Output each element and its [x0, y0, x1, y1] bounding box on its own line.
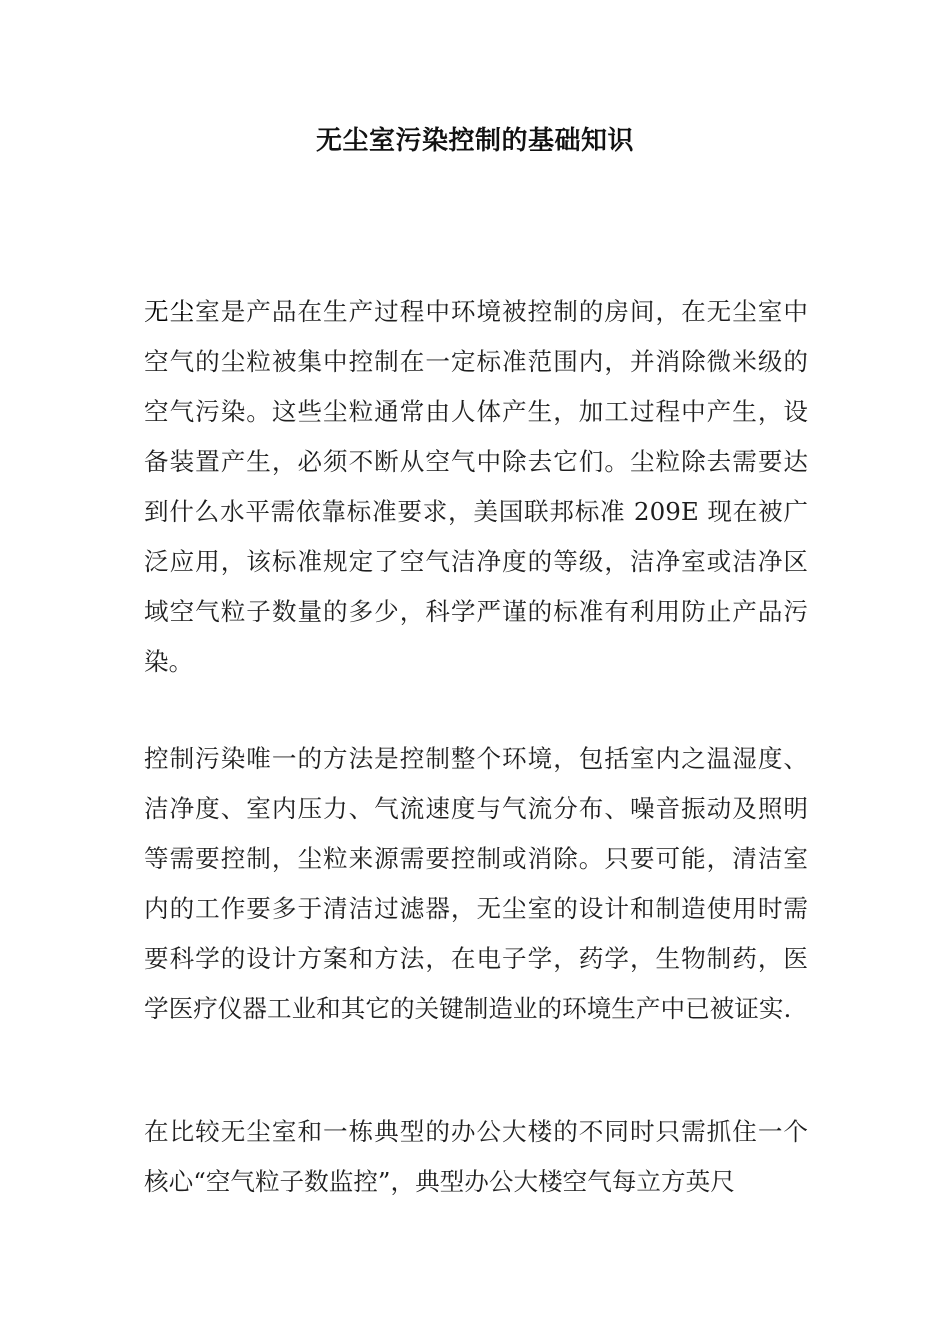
- paragraph-1-text: 室是产品在生产过程中环境被控制的房间，在无尘室中空气的尘粒被集中控制在一定标准范围内，并消除微米级的空气污染。这些尘粒通常由人体产生，加工过程中产生，设备装置产生，必须不断从空气中除去它们。尘粒除去需要达到什么水平需依靠标准要求，美国联邦标准 209E 现在被广泛应用，该标准规定了空气洁净度的等级，洁净室或洁净区域空气粒子数量的多少，科学严谨的标准有利用防止产品污染。: [144, 297, 808, 676]
- paragraph-2: 控制污染唯一的方法是控制整个环境，包括室内之温湿度、洁净度、室内压力、气流速度与气流分布、噪音振动及照明等需要控制，尘粒来源需要控制或消除。只要可能，清洁室内的工作要多于清洁过滤器，无尘室的设计和制造使用时需要科学的设计方案和方法，在电子学，药学，生物制药，医学医疗仪器工业和其它的关键制造业的环境生产中已被证实.: [144, 744, 808, 1023]
- paragraph-1-lead: 无尘: [144, 297, 196, 326]
- paragraph-1: [144, 287, 808, 687]
- paragraph-3: 在比较无尘室和一栋典型的办公大楼的不同时只需抓住一个核心“空气粒子数监控”，典型办公大楼空气每立方英尺: [144, 1117, 808, 1196]
- page-title: 无尘室污染控制的基础知识: [315, 126, 634, 156]
